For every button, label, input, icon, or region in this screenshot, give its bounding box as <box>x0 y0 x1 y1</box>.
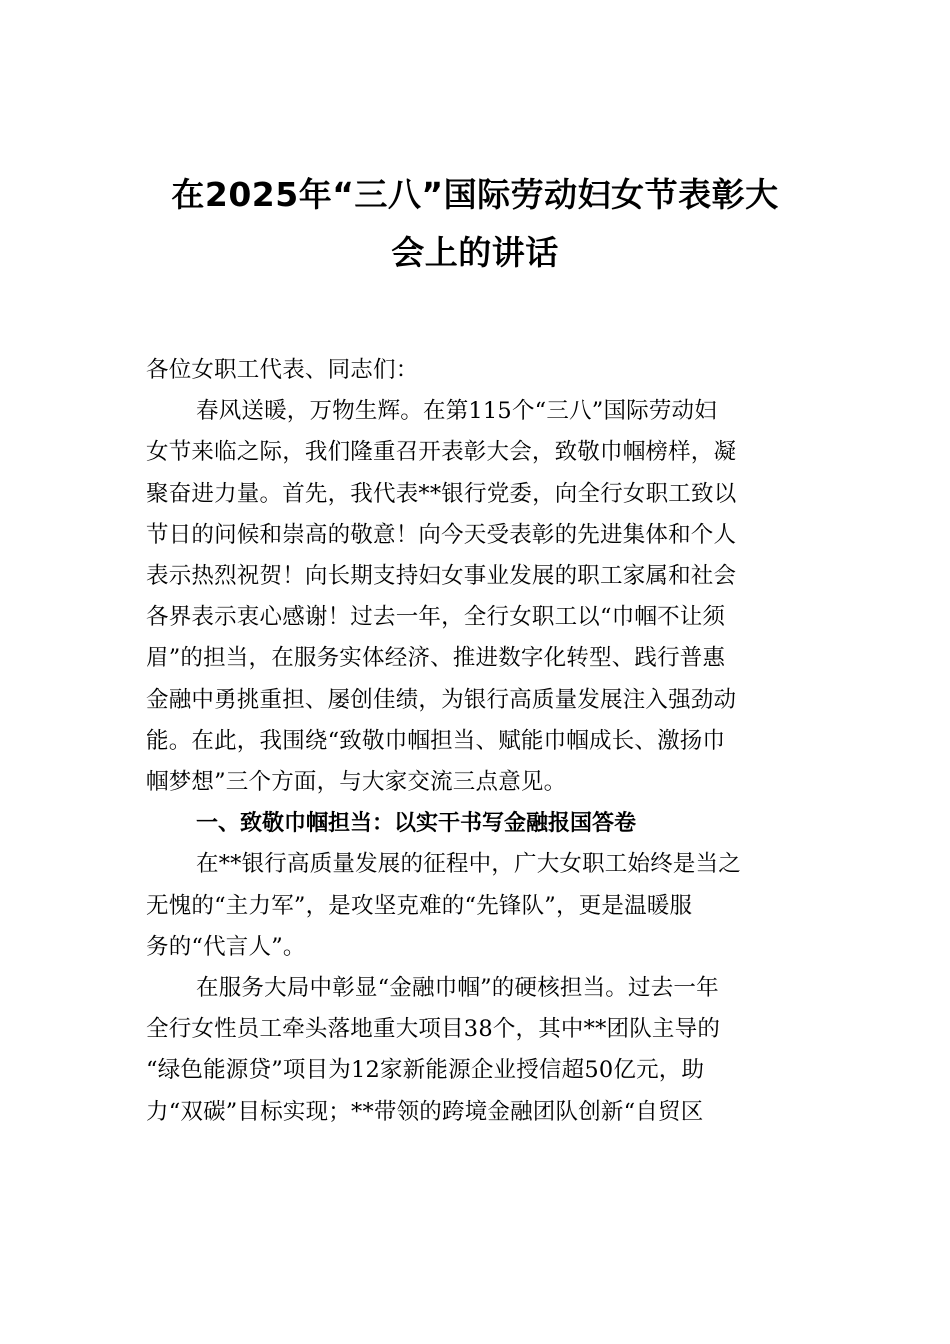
opening-paragraph <box>146 391 806 803</box>
text-line: 表示热烈祝贺！向长期支持妇女事业发展的职工家属和社会 <box>146 563 737 590</box>
salutation <box>146 350 806 391</box>
title-line: 在2025年“三八”国际劳动妇女节表彰大 <box>171 175 779 214</box>
text-line: 无愧的“主力军”，是攻坚克难的“先锋队”，更是温暖服 <box>146 892 693 919</box>
text-line: 力“双碳”目标实现；**带领的跨境金融团队创新“自贸区 <box>146 1098 704 1125</box>
text-line: 聚奋进力量。首先，我代表**银行党委，向全行女职工致以 <box>146 480 737 507</box>
text-line: 女节来临之际，我们隆重召开表彰大会，致敬巾帼榜样，凝 <box>146 439 737 466</box>
text-line: 金融中勇挑重担、屡创佳绩，为银行高质量发展注入强劲动 <box>146 686 737 713</box>
section-paragraph <box>146 844 806 968</box>
title-line: 会上的讲话 <box>391 233 559 272</box>
text-line: 全行女性员工牵头落地重大项目38个，其中**团队主导的 <box>146 1016 721 1043</box>
document-title <box>140 166 810 282</box>
text-line: 各界表示衷心感谢！过去一年，全行女职工以“巾帼不让须 <box>146 604 726 631</box>
text-line: 务的“代言人”。 <box>146 933 306 960</box>
section-heading-1: 一、致敬巾帼担当：以实干书写金融报国答卷 <box>196 811 637 837</box>
text-line: 能。在此，我围绕“致敬巾帼担当、赋能巾帼成长、激扬巾 <box>146 727 726 754</box>
text-line: 眉”的担当，在服务实体经济、推进数字化转型、践行普惠 <box>146 645 726 672</box>
text-line: 在**银行高质量发展的征程中，广大女职工始终是当之 <box>196 851 742 878</box>
section-paragraph <box>146 968 806 1133</box>
text-line: 春风送暖，万物生辉。在第115个“三八”国际劳动妇 <box>196 398 717 425</box>
text-line: 各位女职工代表、同志们： <box>146 357 419 383</box>
text-line: 在服务大局中彰显“金融巾帼”的硬核担当。过去一年 <box>196 975 719 1002</box>
text-line: 节日的问候和崇高的敬意！向今天受表彰的先进集体和个人 <box>146 521 737 548</box>
document-body <box>146 350 806 1133</box>
text-line: “绿色能源贷”项目为12家新能源企业授信超50亿元，助 <box>146 1057 705 1084</box>
text-line: 帼梦想”三个方面，与大家交流三点意见。 <box>146 769 567 796</box>
